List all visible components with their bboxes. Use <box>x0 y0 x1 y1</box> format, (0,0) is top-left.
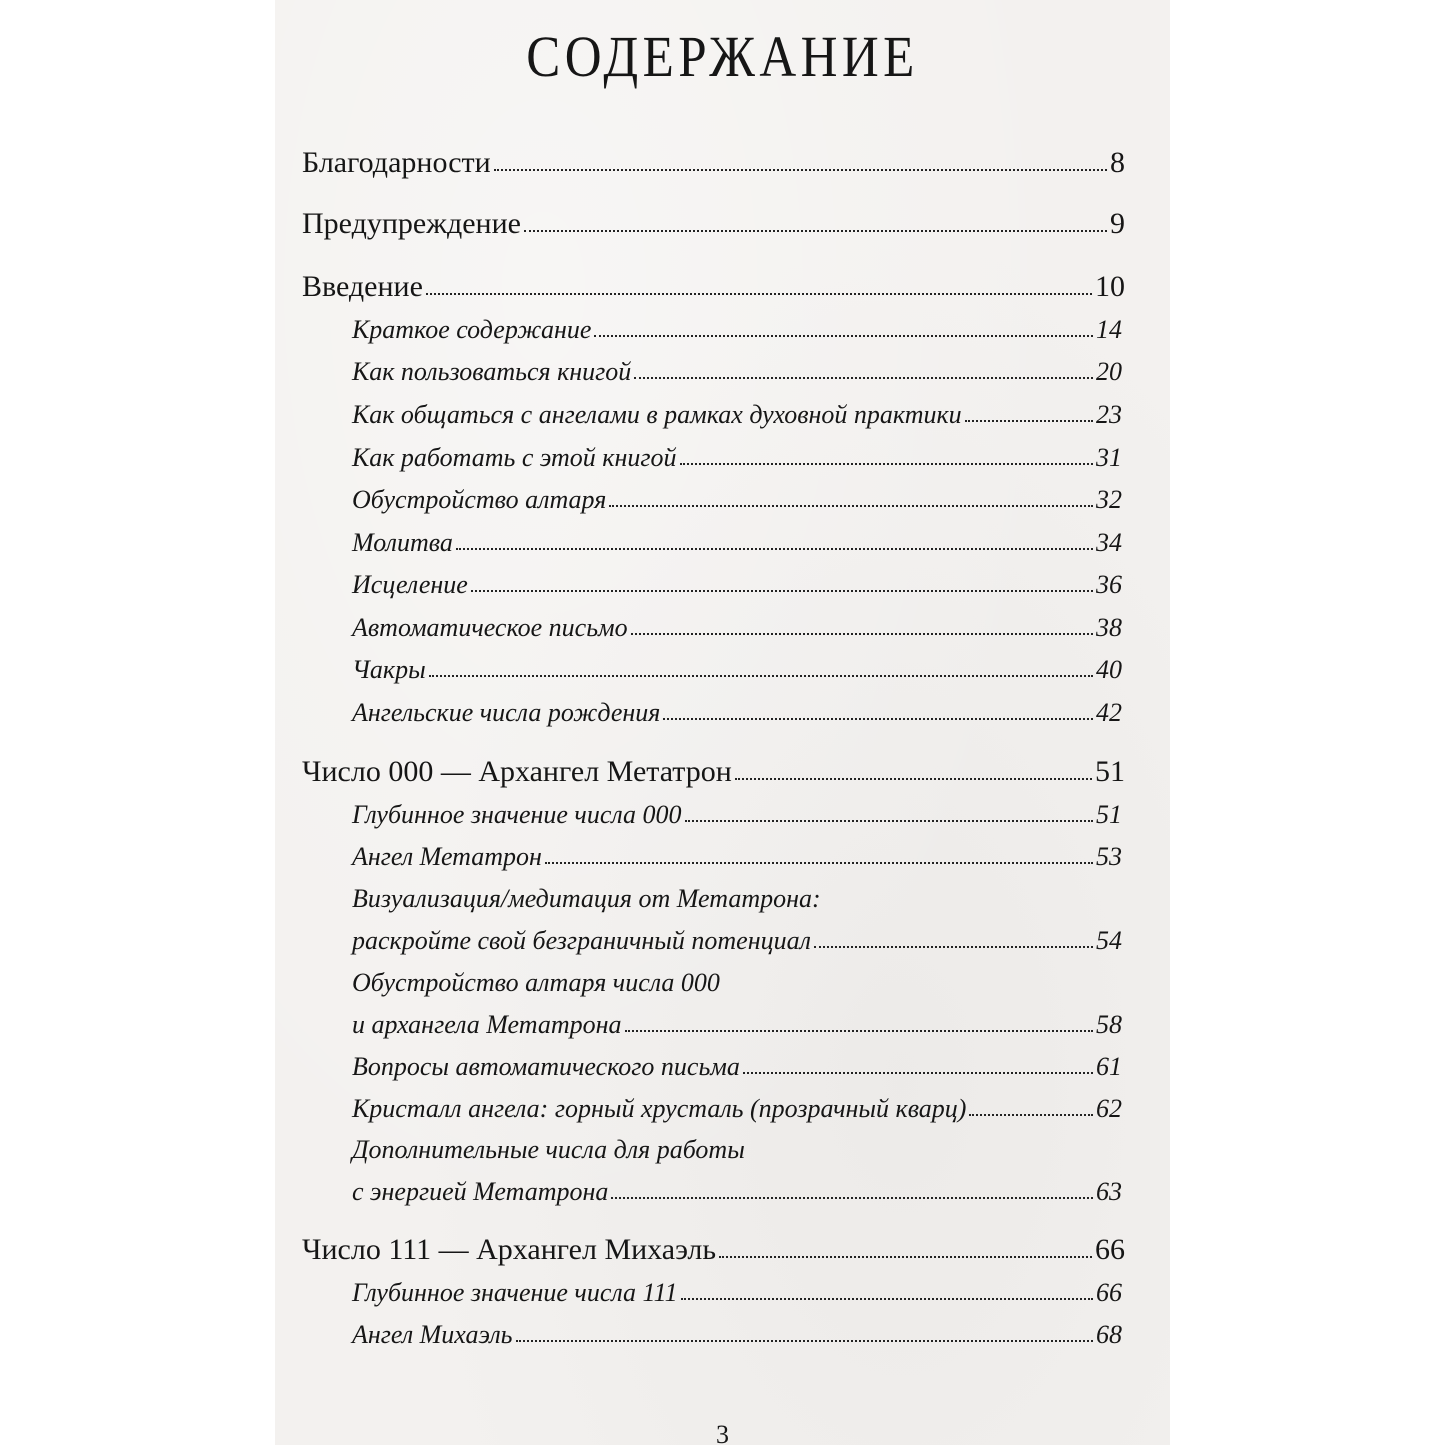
toc-entry-page: 54 <box>1096 926 1122 955</box>
toc-entry-label: Краткое содержание <box>352 315 592 344</box>
toc-entry-label: с энергией Метатрона <box>352 1177 609 1206</box>
book-page <box>275 0 1170 1449</box>
toc-entry-label: Обустройство алтаря <box>352 485 607 514</box>
toc-entry-page: 51 <box>1095 755 1125 788</box>
toc-entry-label: Обустройство алтаря числа 000 <box>352 968 720 997</box>
dot-leader <box>594 334 1093 337</box>
toc-entry-page: 36 <box>1096 570 1122 599</box>
dot-leader <box>814 945 1093 948</box>
toc-entry-page: 10 <box>1095 270 1125 303</box>
toc-entry-page: 63 <box>1096 1177 1122 1206</box>
toc-entry-page: 66 <box>1095 1233 1125 1266</box>
toc-entry-label: Вопросы автоматического письма <box>352 1052 740 1081</box>
toc-entry-page: 8 <box>1110 146 1125 179</box>
toc-subentry-line1[interactable] <box>352 968 1122 998</box>
toc-subentry[interactable] <box>352 315 1122 345</box>
toc-entry-label: Ангел Метатрон <box>352 842 542 871</box>
toc-entry-label: Введение <box>302 270 423 303</box>
dot-leader <box>680 462 1093 465</box>
dot-leader <box>969 1113 1093 1116</box>
toc-entry-label: Глубинное значение числа 000 <box>352 800 682 829</box>
dot-leader <box>625 1029 1093 1032</box>
toc-subentry[interactable] <box>352 613 1122 643</box>
toc-entry-label: раскройте свой безграничный потенциал <box>352 926 811 955</box>
toc-entry-label: Ангел Михаэль <box>352 1320 513 1349</box>
dot-leader <box>965 419 1093 422</box>
dot-leader <box>516 1339 1094 1342</box>
toc-subentry[interactable] <box>352 655 1122 685</box>
toc-entry-label: Глубинное значение числа 111 <box>352 1278 678 1307</box>
toc-entry-page: 34 <box>1096 528 1122 557</box>
toc-entry-label: Исцеление <box>352 570 468 599</box>
toc-subentry[interactable] <box>352 1094 1122 1124</box>
toc-entry-label: Предупреждение <box>302 207 521 240</box>
toc-entry-page: 53 <box>1096 842 1122 871</box>
dot-leader <box>609 504 1093 507</box>
dot-leader <box>719 1255 1092 1258</box>
toc-subentry[interactable] <box>352 1177 1122 1207</box>
toc-subentry[interactable] <box>352 443 1122 473</box>
toc-subentry[interactable] <box>352 1052 1122 1082</box>
dot-leader <box>426 292 1092 295</box>
toc-entry-label: Визуализация/медитация от Метатрона: <box>352 884 821 913</box>
toc-entry-label: и архангела Метатрона <box>352 1010 622 1039</box>
toc-entry-page: 40 <box>1096 655 1122 684</box>
toc-entry[interactable] <box>302 270 1125 304</box>
toc-entry-page: 20 <box>1096 357 1122 386</box>
toc-entry-page: 23 <box>1096 400 1122 429</box>
dot-leader <box>429 674 1093 677</box>
toc-entry-page: 51 <box>1096 800 1122 829</box>
toc-subentry[interactable] <box>352 570 1122 600</box>
toc-subentry[interactable] <box>352 842 1122 872</box>
toc-subentry[interactable] <box>352 1010 1122 1040</box>
toc-entry-page: 31 <box>1096 443 1122 472</box>
dot-leader <box>743 1071 1093 1074</box>
toc-entry-page: 42 <box>1096 698 1122 727</box>
dot-leader <box>685 819 1093 822</box>
toc-subentry[interactable] <box>352 1320 1122 1350</box>
toc-entry-label: Как работать с этой книгой <box>352 443 677 472</box>
toc-entry-page: 32 <box>1096 485 1122 514</box>
dot-leader <box>735 777 1092 780</box>
dot-leader <box>471 589 1093 592</box>
toc-entry-label: Число 111 — Архангел Михаэль <box>302 1233 717 1266</box>
toc-entry-label: Молитва <box>352 528 453 557</box>
dot-leader <box>611 1196 1093 1199</box>
toc-entry-page: 38 <box>1096 613 1122 642</box>
toc-entry-label: Как общаться с ангелами в рамках духовной практики <box>352 400 962 429</box>
toc-subentry[interactable] <box>352 800 1122 830</box>
toc-entry[interactable] <box>302 1233 1125 1267</box>
dot-leader <box>545 861 1093 864</box>
toc-subentry[interactable] <box>352 400 1122 430</box>
toc-entry-page: 66 <box>1096 1278 1122 1307</box>
toc-entry-page: 58 <box>1096 1010 1122 1039</box>
toc-entry-label: Дополнительные числа для работы <box>352 1135 745 1164</box>
toc-subentry[interactable] <box>352 926 1122 956</box>
dot-leader <box>663 717 1093 720</box>
page-title: СОДЕРЖАНИЕ <box>526 24 919 89</box>
toc-entry-page: 9 <box>1110 207 1125 240</box>
toc-entry-label: Число 000 — Архангел Метатрон <box>302 755 732 788</box>
toc-entry-label: Ангельские числа рождения <box>352 698 661 727</box>
toc-entry-page: 14 <box>1096 315 1122 344</box>
toc-entry-page: 62 <box>1096 1094 1122 1123</box>
dot-leader <box>456 547 1093 550</box>
toc-entry[interactable] <box>302 207 1125 241</box>
toc-subentry-line1[interactable] <box>352 1135 1122 1165</box>
toc-entry-page: 68 <box>1096 1320 1122 1349</box>
page-number: 3 <box>716 1420 729 1449</box>
toc-subentry[interactable] <box>352 485 1122 515</box>
toc-entry-label: Кристалл ангела: горный хрусталь (прозрачный кварц) <box>352 1094 967 1123</box>
toc-subentry[interactable] <box>352 698 1122 728</box>
dot-leader <box>631 632 1093 635</box>
dot-leader <box>494 168 1107 171</box>
toc-subentry[interactable] <box>352 357 1122 387</box>
toc-subentry[interactable] <box>352 1278 1122 1308</box>
toc-entry[interactable] <box>302 755 1125 789</box>
table-of-contents <box>275 0 1170 1445</box>
toc-entry-label: Чакры <box>352 655 426 684</box>
dot-leader <box>524 229 1107 232</box>
dot-leader <box>681 1297 1093 1300</box>
toc-subentry-line1[interactable] <box>352 884 1122 914</box>
toc-entry-label: Благодарности <box>302 146 491 179</box>
toc-entry-label: Как пользоваться книгой <box>352 357 632 386</box>
toc-entry-label: Автоматическое письмо <box>352 613 628 642</box>
toc-subentry[interactable] <box>352 528 1122 558</box>
dot-leader <box>634 376 1093 379</box>
toc-entry-page: 61 <box>1096 1052 1122 1081</box>
toc-entry[interactable] <box>302 146 1125 180</box>
